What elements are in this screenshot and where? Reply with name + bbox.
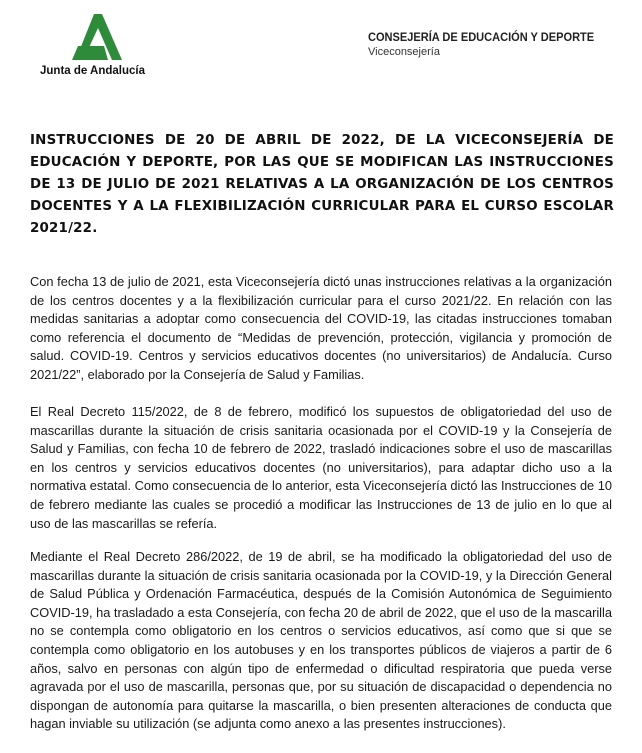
document-title: INSTRUCCIONES DE 20 DE ABRIL DE 2022, DE LA VICECONSEJERÍA DE EDUCACIÓN Y DEPORTE, POR LAS QUE SE MODIFICAN LAS INSTRUCCIONES DE 13 DE JULIO DE 2021 RELATIVAS A LA ORGANIZACIÓN DE LOS CENTROS DOCENTES Y A LA FLEXIBILIZACIÓN CURRICULAR PARA EL CURSO ESCOLAR 2021/22. bbox=[30, 133, 614, 236]
department-header bbox=[368, 30, 614, 58]
junta-andalucia-emblem-icon bbox=[64, 14, 124, 62]
junta-andalucia-logo bbox=[40, 14, 150, 84]
paragraph-3: Mediante el Real Decreto 286/2022, de 19 de abril, se ha modificado la obligatoriedad del uso de mascarillas durante la situación de crisis sanitaria ocasionada por la COVID-19, y la Dirección General de Salud Pública y Ordenación Farmacéutica, después de la Comisión Autonómica de Seguimiento COVID-19, ha trasladado a esta Consejería, con fecha 20 de abril de 2022, que el uso de la mascarilla no se contempla como obligatorio en los centros o servicios educativos, así como que si que se contempla como obligatorio en los autobuses y en los transportes públicos de viajeros a partir de 6 años, salvo en personas con algún tipo de enfermedad o dificultad respiratoria que pueda verse agravada por el uso de mascarilla, personas que, por su situación de discapacidad o dependencia no dispongan de autonomía para quitarse la mascarilla, o bien presenten alteraciones de conducta que hagan inviable su utilización (se adjunta como anexo a las presentes instrucciones). bbox=[30, 549, 612, 732]
subdepartment-name: Viceconsejería bbox=[368, 46, 440, 58]
department-name: CONSEJERÍA DE EDUCACIÓN Y DEPORTE bbox=[368, 30, 595, 44]
paragraph-2: El Real Decreto 115/2022, de 8 de febrero, modificó los supuestos de obligatoriedad del uso de mascarillas durante la situación de crisis sanitaria ocasionada por el COVID-19 y la Consejería de Salud y Familias, con fecha 10 de febrero de 2022, trasladó indicaciones sobre el uso de mascarillas en los centros y servicios educativos docentes (no universitarios), para adaptar dicho uso a la normativa estatal. Como consecuencia de lo anterior, esta Viceconsejería dictó las Instrucciones de 10 de febrero mediante las cuales se procedió a modificar las Instrucciones de 13 de julio en lo que al uso de las mascarillas se refería. bbox=[30, 404, 612, 531]
paragraph-1: Con fecha 13 de julio de 2021, esta Viceconsejería dictó unas instrucciones relativas a la organización de los centros docentes y a la flexibilización curricular para el curso 2021/22. En relación con las medidas sanitarias a adoptar como consecuencia del COVID-19, las citadas instrucciones tomaban como referencia el documento de “Medidas de prevención, protección, vigilancia y promoción de salud. COVID-19. Centros y servicios educativos docentes (no universitarios) de Andalucía. Curso 2021/22”, elaborado por la Consejería de Salud y Familias. bbox=[30, 274, 612, 382]
logo-text: Junta de Andalucía bbox=[40, 65, 146, 77]
